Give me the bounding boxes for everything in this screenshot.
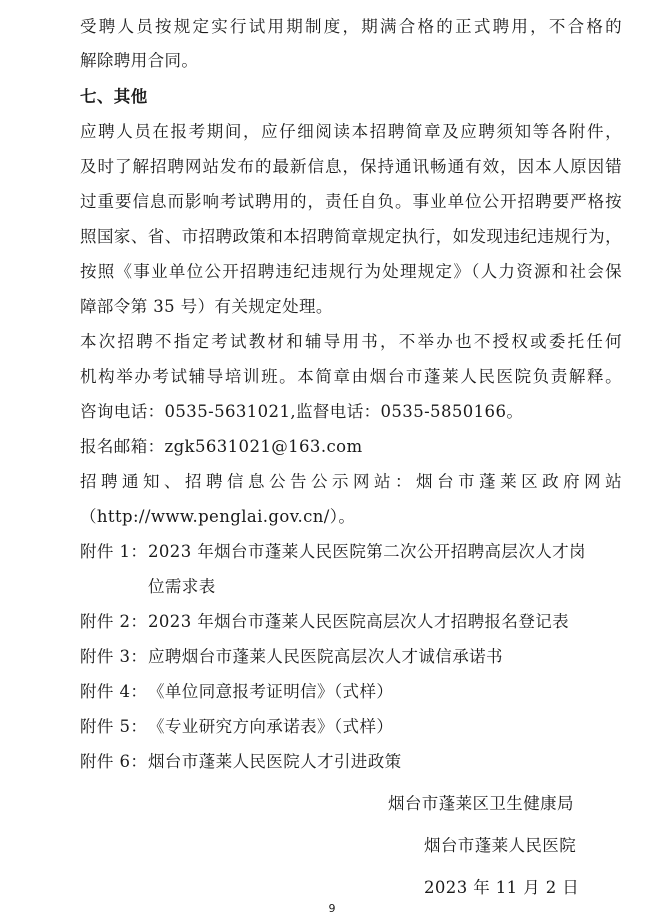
paragraph-notice-line5: 按照《事业单位公开招聘违纪违规行为处理规定》（人力资源和社会保 (80, 262, 622, 281)
attachment-2-text: 2023 年烟台市蓬莱人民医院高层次人才招聘报名登记表 (148, 612, 570, 631)
paragraph-probation-line1: 受聘人员按规定实行试用期制度，期满合格的正式聘用，不合格的 (80, 17, 622, 36)
attachment-3-label: 附件 3： (80, 647, 148, 666)
attachment-5-text: 《专业研究方向承诺表》（式样） (148, 717, 394, 736)
paragraph-probation-line2: 解除聘用合同。 (80, 51, 199, 70)
signature-org-health-bureau: 烟台市蓬莱区卫生健康局 (388, 794, 574, 813)
attachment-4-label: 附件 4： (80, 682, 148, 701)
signature-date: 2023 年 11 月 2 日 (424, 878, 580, 897)
paragraph-books-line1: 本次招聘不指定考试教材和辅导用书，不举办也不授权或委托任何 (80, 332, 622, 351)
page-number: 9 (328, 902, 336, 915)
paragraph-books-line2: 机构举办考试辅导培训班。本简章由烟台市蓬莱人民医院负责解释。 (80, 367, 622, 386)
paragraph-notice-line2: 及时了解招聘网站发布的最新信息，保持通讯畅通有效，因本人原因错 (80, 157, 622, 176)
attachment-6-text: 烟台市蓬莱人民医院人才引进政策 (148, 752, 402, 771)
attachment-1-text: 2023 年烟台市蓬莱人民医院第二次公开招聘高层次人才岗 (148, 542, 586, 561)
attachment-5-label: 附件 5： (80, 717, 148, 736)
attachment-1-text-continued: 位需求表 (148, 577, 216, 596)
attachment-4-text: 《单位同意报考证明信》（式样） (148, 682, 394, 701)
paragraph-notice-line6: 障部令第 35 号）有关规定处理。 (80, 297, 333, 316)
attachment-1-label: 附件 1： (80, 542, 148, 561)
attachment-3-text: 应聘烟台市蓬莱人民医院高层次人才诚信承诺书 (148, 647, 503, 666)
contact-email: 报名邮箱：zgk5631021@163.com (80, 437, 363, 456)
attachment-6-label: 附件 6： (80, 752, 148, 771)
contact-phone: 咨询电话：0535-5631021,监督电话：0535-5850166。 (80, 402, 524, 421)
signature-org-hospital: 烟台市蓬莱人民医院 (424, 836, 577, 855)
paragraph-notice-line3: 过重要信息而影响考试聘用的，责任自负。事业单位公开招聘要严格按 (80, 192, 622, 211)
paragraph-notice-line4: 照国家、省、市招聘政策和本招聘简章规定执行，如发现违纪违规行为， (80, 227, 622, 246)
section-heading-other: 七、其他 (80, 87, 148, 106)
website-line1: 招聘通知、招聘信息公告公示网站：烟台市蓬莱区政府网站 (80, 472, 622, 491)
attachment-2-label: 附件 2： (80, 612, 148, 631)
paragraph-notice-line1: 应聘人员在报考期间，应仔细阅读本招聘简章及应聘须知等各附件， (80, 122, 622, 141)
website-line2: （http://www.penglai.gov.cn/）。 (80, 507, 356, 526)
